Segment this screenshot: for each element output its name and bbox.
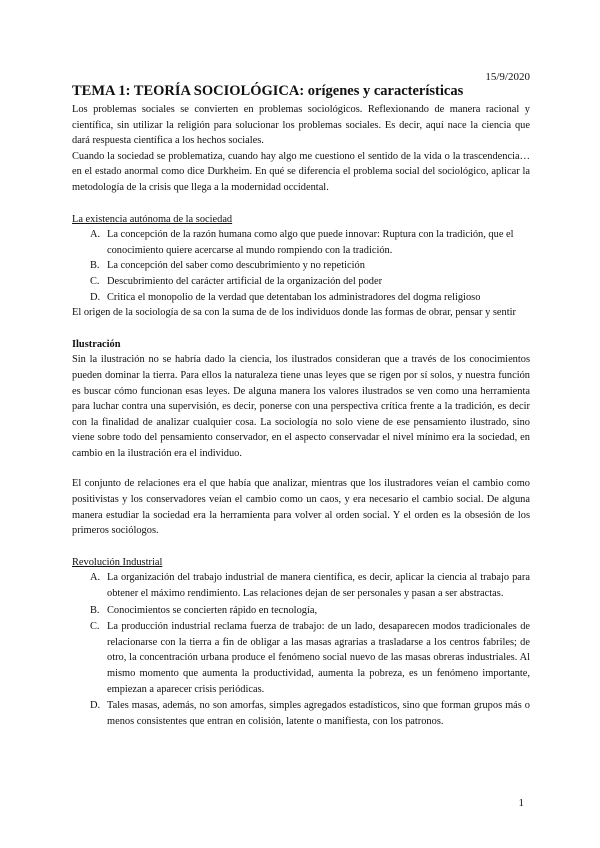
page-title: TEMA 1: TEORÍA SOCIOLÓGICA: orígenes y características [72,83,464,99]
intro-paragraph-2: Cuando la sociedad se problematiza, cuando hay algo me cuestiono el sentido de la vida o la trascendencia… en el estado anormal como dice Durkheim. En qué se diferencia el problema social del sociológico, aplicar la metodología de la crisis que llega a la modernidad occidental. [72,150,530,193]
list-item [72,227,530,258]
list-marker: D. [90,700,101,712]
list-marker: C. [90,621,100,633]
document-body [72,82,530,730]
list-item-text: Conocimientos se concierten rápido en tecnología, [107,604,318,616]
page-number: 1 [518,797,524,809]
list-item [72,274,530,290]
list-item-text: Critica el monopolio de la verdad que detentaban los administradores del dogma religioso [107,291,481,303]
list-item [72,603,530,619]
list-marker: D. [90,291,101,303]
list-item-text: La concepción de la razón humana como algo que puede innovar: Ruptura con la tradición, que el conocimiento quiere acercarse al mundo rompiendo con la tradición. [107,229,514,256]
section3-list [72,570,530,729]
spacer [72,461,530,476]
section1-closing: El origen de la sociología de sa con la suma de de los individuos donde las formas de obrar, pensar y sentir [72,307,516,319]
list-item [72,570,530,601]
list-item-text: Tales masas, además, no son amorfas, simples agregados estadísticos, sino que forman grupos más o menos consistentes que entran en colisión, latente o manifiesta, con los patronos. [107,700,530,727]
list-item-text: La concepción del saber como descubrimiento y no repetición [107,260,365,272]
intro-paragraph-1: Los problemas sociales se convierten en problemas sociológicos. Reflexionando de manera racional y científica, sin utilizar la religión para solucionar los problemas sociales. Es decir, aquí nace la ciencia que dará respuesta científica a los hechos sociales. [72,104,530,147]
date: 15/9/2020 [485,71,530,83]
section-heading-existencia: La existencia autónoma de la sociedad [72,213,233,225]
section-heading-ilustracion: Ilustración [72,338,121,350]
list-marker: B. [90,604,100,616]
ilustracion-paragraph-1: Sin la ilustración no se habría dado la ciencia, los ilustrados consideran que a través de los conocimientos pueden dominar la tierra. Para ellos la naturaleza tiene unas leyes que se rigen por sí solos, y nuestra función es buscar cómo funcionan esas leyes. De alguna manera los valores ilustrados se ven como una herramienta para luchar contra una supervisión, es decir, ponerse con una perspectiva crítica frente a la tradición, es decir con la finalidad de analizar cualquier cosa. La sociología no solo viene de ese pensamiento ilustrado, sino viene sobre todo del pensamiento conservador, en el aspecto conservadar el nivel mínimo era la sociedad, en cambio en la ilustración era el individuo. [72,354,530,459]
list-marker: B. [90,260,100,272]
list-item-text: La producción industrial reclama fuerza de trabajo: de un lado, desaparecen modos tradicionales de relacionarse con la tierra a fin de obligar a las masas agrarias a trasladarse a los centros fabriles; de otro, la concentración urbana produce el fenómeno social nuevo de las masas obreras industriales. Al mismo momento que aumenta la productividad, aumenta la pobreza, es un fenómeno importante, empiezan a aparecer crisis periódicas. [107,621,530,695]
section1-list [72,227,530,305]
list-marker: A. [90,229,101,241]
list-item-text: La organización del trabajo industrial de manera científica, es decir, aplicar la ciencia al trabajo para obtener el máximo rendimiento. Las relaciones dejan de ser personales y pasan a ser abstractas. [107,572,530,600]
list-item [72,698,530,729]
list-item [72,619,530,697]
list-marker: C. [90,275,100,287]
list-item [72,290,530,306]
section-heading-revolucion: Revolución Industrial [72,556,163,568]
ilustracion-paragraph-2: El conjunto de relaciones era el que había que analizar, mientras que los ilustradores veían el cambio como positivistas y los conservadores veían el cambio como un caos, y era necesario el cambio social. De alguna manera estudiar la sociedad era la herramienta para volver al orden social. Y el orden es la obsesión de los primeros sociólogos. [72,478,530,537]
list-item [72,258,530,274]
list-item-text: Descubrimiento del carácter artificial de la organización del poder [107,275,383,287]
list-marker: A. [90,572,101,584]
